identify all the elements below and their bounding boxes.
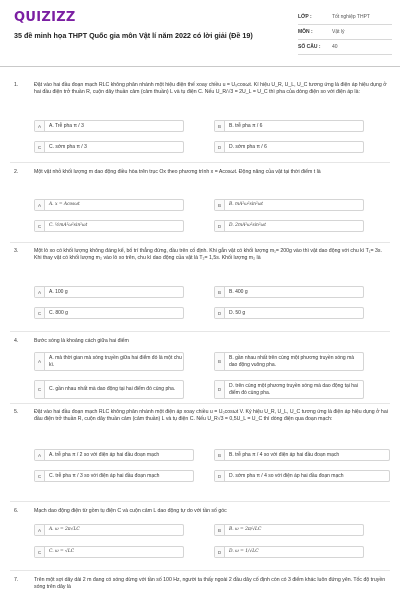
option-text: A. 100 g: [49, 288, 68, 295]
question-number: 5.: [14, 409, 19, 415]
meta-key: SỐ CÂU :: [298, 44, 321, 50]
header: [0, 0, 400, 66]
option-letter: B: [215, 287, 225, 297]
option-text: B. trễ pha π / 4 so với điện áp hai đầu đoạn mạch: [229, 451, 340, 458]
option-letter: B: [215, 121, 225, 131]
option-letter: A: [35, 200, 45, 210]
option-b[interactable]: [214, 352, 364, 371]
question-text: Mạch dao động điện từ gồm tụ điện C và cuộn cảm L dao động tự do với tần số góc: [34, 508, 227, 514]
option-letter: D: [215, 221, 225, 231]
option-text: A. x = Acosωt: [49, 201, 80, 207]
question-number: 2.: [14, 169, 19, 175]
option-c[interactable]: [34, 470, 194, 482]
header-divider: [0, 66, 400, 67]
option-text: D. sớm pha π / 6: [229, 143, 267, 150]
option-text: C. trễ pha π / 3 so với điện áp hai đầu đoạn mạch: [49, 472, 160, 479]
option-a[interactable]: [34, 286, 184, 298]
option-letter: C: [35, 471, 45, 481]
option-b[interactable]: [214, 199, 364, 211]
option-letter: B: [215, 200, 225, 210]
question-separator: [10, 162, 390, 163]
question-text: Một lò xo có khối lượng không đáng kể, bố trí thẳng đứng, đầu trên cố định. Khi gắn vật có khối lượng m₁= 200g vào thì vật dao động với chu kì T₁= 3s. Khi thay vật có khối lượng m₂ vào lò xo trên, chu kì dao động của vật là T₂= 1,5s. Khối lượng m₂ là: [34, 248, 382, 262]
option-d[interactable]: [214, 307, 364, 319]
option-b[interactable]: [214, 286, 364, 298]
option-text: B. 400 g: [229, 288, 248, 295]
question-number: 1.: [14, 82, 19, 88]
option-a[interactable]: [34, 449, 194, 461]
question-text: Một vật nhỏ khối lượng m dao động điều hòa trên trục Ox theo phương trình x = Acosωt. Động năng của vật tại thời điểm t là: [34, 169, 321, 175]
option-letter: A: [35, 525, 45, 535]
meta-key: LỚP :: [298, 14, 312, 20]
option-d[interactable]: [214, 141, 364, 153]
question-separator: [10, 501, 390, 502]
option-text: B. gần nhau nhất trên cùng một phương truyền sóng mà dao động vuông pha.: [229, 355, 355, 368]
option-letter: D: [215, 142, 225, 152]
option-text: C. ½mA²ω²sin²ωt: [49, 222, 88, 228]
option-c[interactable]: [34, 220, 184, 232]
option-d[interactable]: [214, 546, 364, 558]
option-letter: A: [35, 353, 45, 370]
question-number: 3.: [14, 248, 19, 254]
question-number: 6.: [14, 508, 19, 514]
question-number: 4.: [14, 338, 19, 344]
option-a[interactable]: [34, 120, 184, 132]
option-letter: B: [215, 353, 225, 370]
option-letter: C: [35, 308, 45, 318]
option-text: C. sớm pha π / 3: [49, 143, 87, 150]
option-a[interactable]: [34, 524, 184, 536]
option-text: D. trên cùng một phương truyền sóng mà dao động tại hai điểm đó cùng pha.: [229, 383, 358, 396]
option-letter: C: [35, 221, 45, 231]
option-a[interactable]: [34, 352, 184, 371]
option-text: C. 800 g: [49, 309, 68, 316]
meta-row-subject: [298, 25, 392, 40]
question-text: Bước sóng là khoảng cách giữa hai điểm: [34, 338, 129, 344]
option-c[interactable]: [34, 307, 184, 319]
option-text: A. mà thời gian mà sóng truyền giữa hai điểm đó là một chu kì.: [49, 355, 182, 368]
question-text: Đặt vào hai đầu đoạn mạch RLC không phân nhánh một điện áp xoay chiều u = U₀cosωt V. Ký hiệu U_R, U_L, U_C tương ứng là điện áp hiệu dụng ở hai đầu điện trở thuần R, cuộn dây thuần cảm (cảm thuần) L và tụ điện C. Nếu U_R√3 = 0,5U_L = U_C thì dòng điện qua đoạn mạch:: [34, 409, 388, 423]
question-text: Trên một sợi dây dài 2 m đang có sóng dừng với tần số 100 Hz, người ta thấy ngoài 2 đầu dây cố định còn có 3 điểm khác luôn đứng yên. Tốc độ truyền sóng trên dây là: [34, 577, 386, 591]
option-b[interactable]: [214, 120, 364, 132]
option-text: B. ω = 2π/√LC: [229, 526, 262, 532]
option-d[interactable]: [214, 380, 364, 399]
option-letter: D: [215, 547, 225, 557]
meta-key: MÔN :: [298, 29, 313, 35]
question-number: 7.: [14, 577, 19, 583]
option-b[interactable]: [214, 449, 390, 461]
option-c[interactable]: [34, 141, 184, 153]
meta-row-class: [298, 10, 392, 25]
quizizz-logo: QUIZIZZ: [14, 10, 76, 25]
option-c[interactable]: [34, 380, 184, 399]
option-letter: D: [215, 308, 225, 318]
meta-value: Vật lý: [332, 29, 345, 35]
option-letter: D: [215, 471, 225, 481]
option-text: A. ω = 2π√LC: [49, 526, 80, 532]
document-title: 35 đề minh họa THPT Quốc gia môn Vật lí năm 2022 có lời giải (Đề 19): [14, 31, 253, 40]
option-letter: B: [215, 450, 225, 460]
question-text: Đặt vào hai đầu đoạn mạch RLC không phân nhánh một hiệu điện thế xoay chiều u = U₀cosωt. Kí hiệu U_R, U_L, U_C tương ứng là điện áp hiệu dụng ở hai đầu điện trở thuần R, cuộn dây thuần cảm (cảm thuần) L và tụ điện C. Nếu U_R/√3 = 2U_L = U_C thì pha của dòng điện so với điện áp là:: [34, 82, 387, 96]
meta-table: [298, 10, 392, 55]
option-b[interactable]: [214, 524, 364, 536]
option-letter: C: [35, 381, 45, 398]
option-text: D. ω = 1/√LC: [229, 548, 259, 554]
option-letter: B: [215, 525, 225, 535]
option-letter: A: [35, 121, 45, 131]
option-text: D. 2mA²ω²sin²ωt: [229, 222, 266, 228]
meta-value: Tốt nghiệp THPT: [332, 14, 370, 20]
option-letter: A: [35, 450, 45, 460]
question-separator: [10, 403, 390, 404]
meta-value: 40: [332, 44, 338, 50]
option-letter: A: [35, 287, 45, 297]
option-text: B. mA²ω²sin²ωt: [229, 201, 264, 207]
meta-row-count: [298, 40, 392, 55]
option-letter: C: [35, 142, 45, 152]
option-text: A. trễ pha π / 2 so với điện áp hai đầu đoạn mạch: [49, 451, 160, 458]
option-text: D. 50 g: [229, 309, 246, 316]
option-letter: D: [215, 381, 225, 398]
question-separator: [10, 242, 390, 243]
option-text: A. Trễ pha π / 3: [49, 122, 84, 129]
option-text: B. trễ pha π / 6: [229, 122, 263, 129]
option-c[interactable]: [34, 546, 184, 558]
option-text: C. ω = √LC: [49, 548, 75, 554]
question-separator: [10, 331, 390, 332]
question-separator: [10, 570, 390, 571]
option-a[interactable]: [34, 199, 184, 211]
option-letter: C: [35, 547, 45, 557]
option-d[interactable]: [214, 220, 364, 232]
option-d[interactable]: [214, 470, 390, 482]
option-text: D. sớm pha π / 4 so với điện áp hai đầu đoạn mạch: [229, 472, 344, 479]
option-text: C. gần nhau nhất mà dao động tại hai điểm đó cùng pha.: [49, 386, 176, 393]
